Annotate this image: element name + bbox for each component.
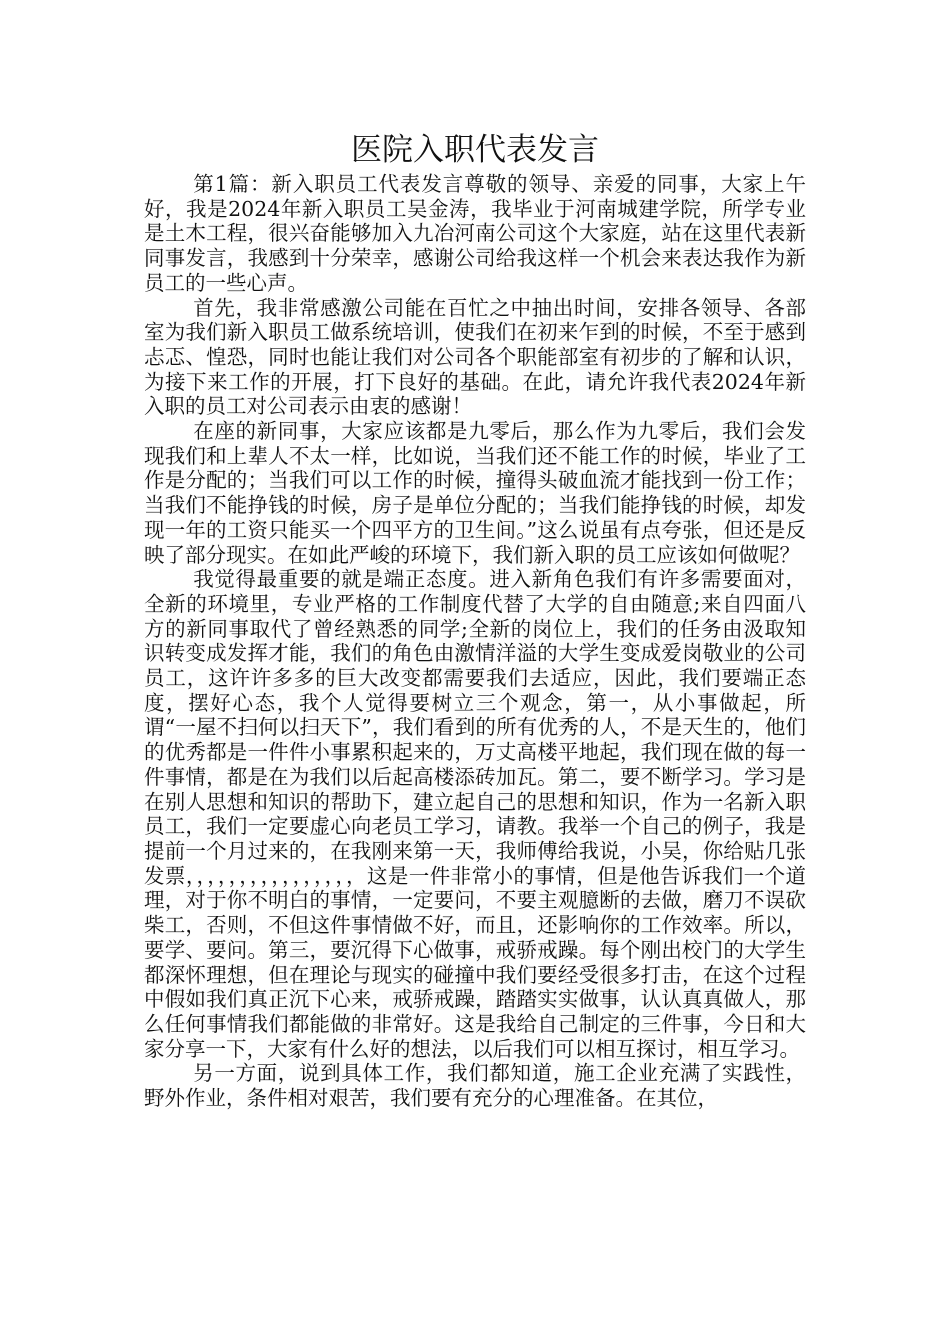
- paragraph-1: 第1篇：新入职员工代表发言尊敬的领导、亲爱的同事，大家上午好，我是2024年新入职员工吴金涛，我毕业于河南城建学院，所学专业是土木工程，很兴奋能够加入九冶河南公司这个大家庭，站在这里代表新同事发言，我感到十分荣幸，感谢公司给我这样一个机会来表达我作为新员工的一些心声。: [144, 172, 806, 295]
- paragraph-5: 另一方面，说到具体工作，我们都知道，施工企业充满了实践性，野外作业，条件相对艰苦，我们要有充分的心理准备。在其位，: [144, 1061, 806, 1111]
- document-body: [144, 172, 806, 1111]
- paragraph-2: 首先，我非常感激公司能在百忙之中抽出时间，安排各领导、各部室为我们新入职员工做系统培训，使我们在初来乍到的时候，不至于感到忐忑、惶恐，同时也能让我们对公司各个职能部室有初步的了解和认识，为接下来工作的开展，打下良好的基础。在此，请允许我代表2024年新入职的员工对公司表示由衷的感谢！: [144, 295, 806, 419]
- paragraph-4: 我觉得最重要的就是端正态度。进入新角色我们有许多需要面对，全新的环境里，专业严格的工作制度代替了大学的自由随意;来自四面八方的新同事取代了曾经熟悉的同学;全新的岗位上，我们的任务由汲取知识转变成发挥才能，我们的角色由激情洋溢的大学生变成爱岗敬业的公司员工，这许许多多的巨大改变都需要我们去适应，因此，我们要端正态度，摆好心态，我个人觉得要树立三个观念，第一，从小事做起，所谓“一屋不扫何以扫天下”，我们看到的所有优秀的人，不是天生的，他们的优秀都是一件件小事累积起来的，万丈高楼平地起，我们现在做的每一件事情，都是在为我们以后起高楼添砖加瓦。第二，要不断学习。学习是在别人思想和知识的帮助下，建立起自己的思想和知识，作为一名新入职员工，我们一定要虚心向老员工学习，请教。我举一个自己的例子，我是提前一个月过来的，在我刚来第一天，我师傅给我说，小吴，你给贴几张发票，，，，，，，，，，，，，，，，这是一件非常小的事情，但是他告诉我们一个道理，对于你不明白的事情，一定要问，不要主观臆断的去做，磨刀不误砍柴工，否则，不但这件事情做不好，而且，还影响你的工作效率。所以，要学、要问。第三，要沉得下心做事，戒骄戒躁。每个刚出校门的大学生都深怀理想，但在理论与现实的碰撞中我们要经受很多打击，在这个过程中假如我们真正沉下心来，戒骄戒躁，踏踏实实做事，认认真真做人，那么任何事情我们都能做的非常好。这是我给自己制定的三件事，今日和大家分享一下，大家有什么好的想法，以后我们可以相互探讨，相互学习。: [144, 567, 806, 1061]
- document-title: 医院入职代表发言: [351, 132, 599, 168]
- paragraph-3: 在座的新同事，大家应该都是九零后，那么作为九零后，我们会发现我们和上辈人不太一样，比如说，当我们还不能工作的时候，毕业了工作是分配的；当我们可以工作的时候，撞得头破血流才能找到一份工作；当我们不能挣钱的时候，房子是单位分配的；当我们能挣钱的时候，却发现一年的工资只能买一个四平方的卫生间。”这么说虽有点夸张，但还是反映了部分现实。在如此严峻的环境下，我们新入职的员工应该如何做呢？: [144, 419, 806, 567]
